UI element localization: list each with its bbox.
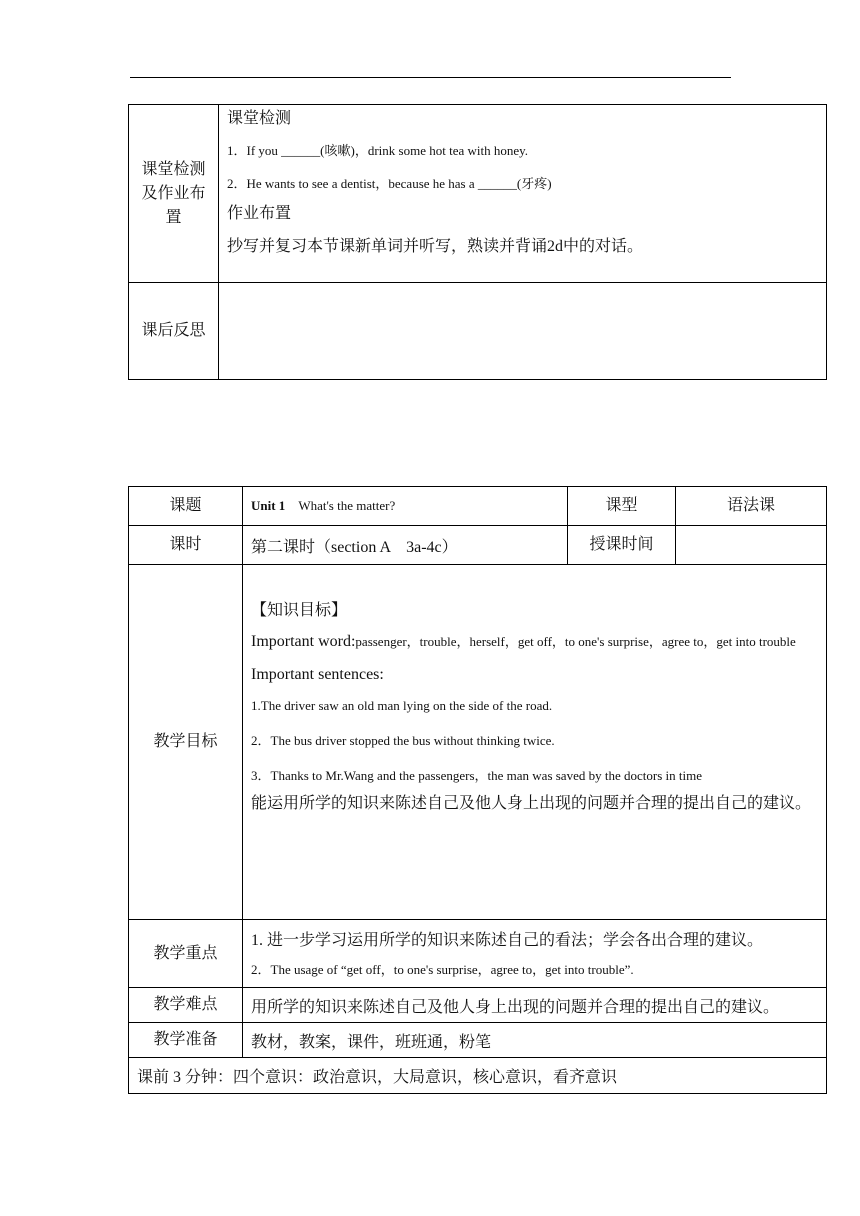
key-point-2: 2．The usage of “get off，to one's surprise，agree to，get into trouble”. xyxy=(251,961,634,977)
preparation-value: 教材，教案，课件，班班通，粉笔 xyxy=(243,1023,827,1058)
time-label: 授课时间 xyxy=(568,526,676,565)
pre-class-value: 课前 3 分钟：四个意识：政治意识，大局意识，核心意识，看齐意识 xyxy=(129,1058,827,1094)
preparation-row xyxy=(129,1023,827,1058)
difficulty-row xyxy=(129,988,827,1023)
lesson-plan-table xyxy=(128,486,827,1094)
sentence-3: 3．Thanks to Mr.Wang and the passengers，the man was saved by the doctors in time xyxy=(251,768,702,783)
header-rule xyxy=(130,77,731,78)
time-value xyxy=(676,526,827,565)
type-label: 课型 xyxy=(568,487,676,526)
type-value: 语法课 xyxy=(676,487,827,526)
quiz-heading: 课堂检测 xyxy=(227,110,292,127)
ability-objective: 能运用所学的知识来陈述自己及他人身上出现的问题并合理的提出自己的建议。 xyxy=(251,795,812,812)
key-points-row xyxy=(129,920,827,988)
sentences-label: Important sentences: xyxy=(251,666,384,683)
reflection-label: 课后反思 xyxy=(129,283,219,380)
title-row xyxy=(129,487,827,526)
homework-text: 抄写并复习本节课新单词并听写，熟读并背诵2d中的对话。 xyxy=(227,238,644,255)
reflection-row xyxy=(129,283,827,380)
pre-class-row xyxy=(129,1058,827,1094)
objectives-content xyxy=(243,565,827,920)
assessment-row xyxy=(129,105,827,283)
difficulty-label: 教学难点 xyxy=(129,988,243,1023)
reflection-content xyxy=(219,283,827,380)
assessment-content xyxy=(219,105,827,283)
key-points-label: 教学重点 xyxy=(129,920,243,988)
sentence-1: 1.The driver saw an old man lying on the side of the road. xyxy=(251,698,553,713)
key-points-content xyxy=(243,920,827,988)
assessment-label: 课堂检测及作业布置 xyxy=(129,105,219,283)
knowledge-heading: 【知识目标】 xyxy=(251,602,348,619)
quiz-question-2: 2．He wants to see a dentist，because he has a ______(牙疼) xyxy=(227,176,552,191)
period-value: 第二课时（section A 3a-4c） xyxy=(243,526,568,565)
assessment-table xyxy=(128,104,827,380)
objectives-row xyxy=(129,565,827,920)
difficulty-value: 用所学的知识来陈述自己及他人身上出现的问题并合理的提出自己的建议。 xyxy=(243,988,827,1023)
topic-label: 课题 xyxy=(129,487,243,526)
homework-heading: 作业布置 xyxy=(227,205,292,222)
important-words: Important word:passenger，trouble，herself，get off，to one's surprise，agree to，get into trouble xyxy=(251,633,796,650)
sentence-2: 2．The bus driver stopped the bus without thinking twice. xyxy=(251,733,555,748)
quiz-question-1: 1．If you ______(咳嗽)，drink some hot tea with honey. xyxy=(227,143,529,158)
key-point-1: 1. 进一步学习运用所学的知识来陈述自己的看法；学会各出合理的建议。 xyxy=(251,931,764,949)
period-row xyxy=(129,526,827,565)
period-label: 课时 xyxy=(129,526,243,565)
topic-value: Unit 1 What's the matter? xyxy=(243,487,568,526)
preparation-label: 教学准备 xyxy=(129,1023,243,1058)
objectives-label: 教学目标 xyxy=(129,565,243,920)
